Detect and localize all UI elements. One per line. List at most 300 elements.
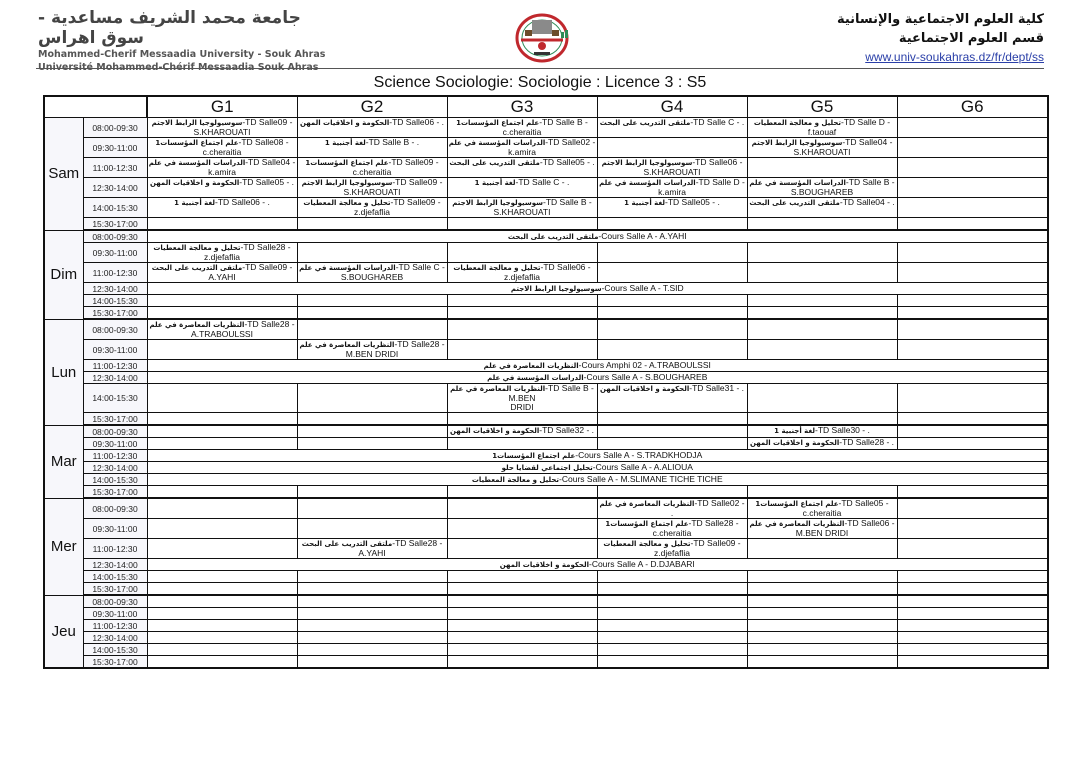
module-name: لغة أجنبية 1 (774, 427, 816, 435)
day-label: Mar (44, 425, 83, 498)
session-info: -TD Salle C - (395, 262, 445, 272)
empty-slot (597, 413, 747, 426)
empty-slot (147, 595, 297, 608)
empty-slot (447, 632, 597, 644)
empty-slot (447, 608, 597, 620)
empty-slot (297, 632, 447, 644)
time-slot: 14:00-15:30 (83, 295, 147, 307)
timetable-row (44, 571, 1048, 583)
module-name: الحكومة و اخلاقيات المهن (499, 561, 589, 569)
session-line (748, 198, 897, 208)
empty-slot (297, 438, 447, 450)
session-info: -TD Salle08 - (238, 137, 289, 147)
time-slot: 09:30-11:00 (83, 519, 147, 539)
empty-slot (297, 413, 447, 426)
td-session[interactable] (747, 178, 897, 198)
teacher-name: S.KHAROUATI (193, 127, 251, 137)
time-slot: 14:00-15:30 (83, 644, 147, 656)
empty-slot (897, 198, 1048, 218)
session-info: -TD Salle04 - (245, 157, 296, 167)
module-name: سوسيولوجيا الرابط الاجتم (751, 139, 843, 147)
session-info: -TD Salle02 - (545, 137, 596, 147)
module-name: علم اجتماع المؤسسات1 (155, 139, 239, 147)
td-session[interactable] (597, 519, 747, 539)
timetable-row (44, 138, 1048, 158)
timetable-row (44, 632, 1048, 644)
empty-slot (747, 384, 897, 413)
module-name: الحكومة و اخلاقيات المهن (449, 427, 540, 435)
module-name: ملتقى التدريب على البحث (449, 159, 540, 167)
module-name: النظريات المعاصرة في علم (299, 341, 395, 349)
time-slot: 12:30-14:00 (83, 632, 147, 644)
session-info: -TD Salle05 - . (539, 157, 595, 167)
session-info: -TD Salle28 - . (839, 437, 895, 447)
session-info: -TD Salle06 - (692, 157, 743, 167)
time-slot: 08:00-09:30 (83, 230, 147, 243)
td-session[interactable] (147, 178, 297, 198)
faculty-name-arabic: كلية العلوم الاجتماعية والإنسانية (836, 12, 1044, 27)
timetable-row (44, 118, 1048, 138)
td-session[interactable] (597, 118, 747, 138)
empty-slot (597, 263, 747, 283)
empty-slot (147, 608, 297, 620)
module-name: تحليل و معالجة المعطيات (753, 119, 842, 127)
module-name: سوسيولوجيا الرابط الاجتم (301, 179, 393, 187)
session-info: -TD Salle06 - . (389, 117, 445, 127)
empty-slot (897, 243, 1048, 263)
empty-slot (147, 340, 297, 360)
group-header: G5 (747, 96, 897, 118)
time-slot: 14:00-15:30 (83, 384, 147, 413)
empty-slot (897, 138, 1048, 158)
empty-slot (897, 438, 1048, 450)
module-name: النظريات المعاصرة في علم (450, 385, 546, 393)
timetable-row (44, 360, 1048, 372)
td-session[interactable] (447, 178, 597, 198)
module-name: النظريات المعاصرة في علم (749, 520, 845, 528)
empty-slot (447, 413, 597, 426)
empty-slot (147, 486, 297, 499)
empty-slot (147, 620, 297, 632)
td-session[interactable] (297, 158, 447, 178)
session-info: -TD Salle30 - . (815, 425, 870, 435)
lecture-session[interactable] (147, 283, 1048, 295)
empty-slot (897, 158, 1048, 178)
td-session[interactable] (297, 539, 447, 559)
time-slot: 14:00-15:30 (83, 571, 147, 583)
td-session[interactable] (597, 198, 747, 218)
time-slot: 09:30-11:00 (83, 138, 147, 158)
td-session[interactable] (147, 263, 297, 283)
td-session[interactable] (747, 498, 897, 519)
td-session[interactable] (597, 178, 747, 198)
session-info: -Cours Salle A - A.YAHI (598, 231, 687, 241)
teacher-name: c.cheraitia (202, 147, 242, 157)
empty-slot (897, 498, 1048, 519)
empty-slot (597, 307, 747, 320)
session-info: -TD Salle28 - (244, 319, 295, 329)
day-label: Mer (44, 498, 83, 595)
timetable-row (44, 372, 1048, 384)
module-name: ملتقى التدريب على البحث (151, 264, 243, 272)
teacher-name: c.cheraitia (652, 528, 692, 538)
timetable-row (44, 559, 1048, 571)
header-divider (36, 68, 1044, 69)
department-name-arabic: قسم العلوم الاجتماعية (898, 31, 1044, 46)
empty-slot (897, 486, 1048, 499)
teacher-name: A.YAHI (208, 272, 236, 282)
module-name: علم اجتماع المؤسسات1 (305, 159, 389, 167)
module-name: ملتقى التدريب على البحث (301, 540, 393, 548)
td-session[interactable] (447, 158, 597, 178)
session-line (748, 426, 897, 436)
timetable-row (44, 486, 1048, 499)
teacher-name: S.BOUGHAREB (340, 272, 404, 282)
timetable-row (44, 656, 1048, 669)
empty-slot (447, 656, 597, 669)
module-name: علم اجتماع المؤسسات1 (605, 520, 689, 528)
empty-slot (597, 438, 747, 450)
td-session[interactable] (147, 243, 297, 263)
empty-slot (747, 413, 897, 426)
empty-slot (447, 519, 597, 539)
td-session[interactable] (747, 118, 897, 138)
module-name: الحكومة و اخلاقيات المهن (299, 119, 390, 127)
timetable-row (44, 319, 1048, 340)
module-name: تحليل و معالجة المعطيات (453, 264, 541, 272)
module-name: سوسيولوجيا الرابط الاجتم (151, 119, 243, 127)
empty-slot (597, 608, 747, 620)
td-session[interactable] (147, 198, 297, 218)
timetable-row (44, 462, 1048, 474)
td-session[interactable] (597, 498, 747, 519)
td-session[interactable] (747, 438, 897, 450)
time-slot: 08:00-09:30 (83, 595, 147, 608)
timetable-row (44, 283, 1048, 295)
session-info: -TD Salle04 - (842, 137, 893, 147)
empty-slot (897, 340, 1048, 360)
teacher-name: k.amira (658, 187, 686, 197)
empty-slot (447, 295, 597, 307)
time-slot: 11:00-12:30 (83, 450, 147, 462)
lecture-session[interactable] (147, 372, 1048, 384)
empty-slot (297, 620, 447, 632)
empty-slot (597, 138, 747, 158)
empty-slot (297, 571, 447, 583)
time-slot: 08:00-09:30 (83, 425, 147, 438)
teacher-name: c.cheraitia (502, 127, 542, 137)
session-info: -TD Salle09 - (690, 538, 741, 548)
day-label: Jeu (44, 595, 83, 668)
day-label: Sam (44, 118, 83, 231)
module-name: تحليل و معالجة المعطيات (303, 199, 391, 207)
timetable-row (44, 158, 1048, 178)
time-slot: 11:00-12:30 (83, 360, 147, 372)
header-corner (44, 96, 147, 118)
empty-slot (747, 158, 897, 178)
session-info: -Cours Salle A - T.SID (601, 283, 684, 293)
teacher-name: S.BOUGHAREB (790, 187, 854, 197)
session-info: -TD Salle B - (539, 117, 588, 127)
session-info: -Cours Salle A - A.ALIOUA (592, 462, 693, 472)
empty-slot (597, 620, 747, 632)
empty-slot (297, 425, 447, 438)
timetable-row (44, 263, 1048, 283)
session-info: -TD Salle B - . (365, 137, 420, 147)
empty-slot (747, 608, 897, 620)
empty-slot (897, 571, 1048, 583)
empty-slot (897, 118, 1048, 138)
teacher-name: S.KHAROUATI (343, 187, 401, 197)
university-name-english: Mohammed-Cherif Messaadia University - Souk Ahras (38, 49, 326, 60)
td-session[interactable] (597, 539, 747, 559)
timetable-row (44, 198, 1048, 218)
empty-slot (747, 295, 897, 307)
td-session[interactable] (597, 158, 747, 178)
empty-slot (147, 295, 297, 307)
time-slot: 14:00-15:30 (83, 474, 147, 486)
time-slot: 09:30-11:00 (83, 340, 147, 360)
timetable-row (44, 474, 1048, 486)
empty-slot (297, 656, 447, 669)
session-info: -TD Salle B - (543, 197, 592, 207)
lecture-session[interactable] (147, 360, 1048, 372)
module-name: تحليل اجتماعي لقضايا حلو (501, 464, 593, 472)
td-session[interactable] (447, 384, 597, 413)
lecture-session[interactable] (147, 559, 1048, 571)
td-session[interactable] (147, 158, 297, 178)
empty-slot (297, 644, 447, 656)
teacher-name: z.djefaflia (504, 272, 540, 282)
teacher-name: S.KHAROUATI (793, 147, 851, 157)
empty-slot (897, 307, 1048, 320)
empty-slot (597, 340, 747, 360)
empty-slot (447, 583, 597, 596)
empty-slot (597, 425, 747, 438)
td-session[interactable] (747, 138, 897, 158)
group-header: G4 (597, 96, 747, 118)
university-name-arabic: جامعة محمد الشريف مساعدية - سوق اهراس (38, 8, 301, 48)
session-info: -TD Salle C - . (690, 117, 745, 127)
session-info: -TD Salle05 - (838, 498, 889, 508)
timetable-row (44, 583, 1048, 596)
empty-slot (447, 539, 597, 559)
td-session[interactable] (147, 319, 297, 340)
session-line (448, 178, 597, 188)
empty-slot (447, 340, 597, 360)
session-line (298, 138, 447, 148)
session-info: -TD Salle09 - (242, 117, 293, 127)
session-info: -Cours Salle A - S.TRADKHODJA (575, 450, 703, 460)
empty-slot (147, 438, 297, 450)
td-session[interactable] (147, 118, 297, 138)
timetable-row (44, 539, 1048, 559)
empty-slot (747, 620, 897, 632)
session-line (748, 438, 897, 448)
timetable-row (44, 295, 1048, 307)
session-info: -TD Salle B - M.BEN (508, 383, 594, 403)
module-name: ملتقى التدريب على البحث (599, 119, 691, 127)
empty-slot (597, 632, 747, 644)
empty-slot (447, 620, 597, 632)
time-slot: 11:00-12:30 (83, 158, 147, 178)
empty-slot (897, 319, 1048, 340)
empty-slot (297, 595, 447, 608)
empty-slot (447, 486, 597, 499)
time-slot: 12:30-14:00 (83, 559, 147, 571)
teacher-name: k.amira (208, 167, 236, 177)
lecture-session[interactable] (147, 462, 1048, 474)
timetable-row (44, 519, 1048, 539)
td-session[interactable] (447, 198, 597, 218)
module-name: الدراسات المؤسسة في علم (148, 159, 246, 167)
module-name: الدراسات المؤسسة في علم (487, 374, 584, 382)
module-name: النظريات المعاصرة في علم (149, 321, 245, 329)
timetable-row (44, 413, 1048, 426)
empty-slot (297, 307, 447, 320)
empty-slot (147, 425, 297, 438)
empty-slot (747, 539, 897, 559)
session-info: -TD Salle28 - (688, 518, 739, 528)
td-session[interactable] (297, 263, 447, 283)
time-slot: 08:00-09:30 (83, 319, 147, 340)
timetable-row (44, 218, 1048, 231)
td-session[interactable] (447, 138, 597, 158)
empty-slot (597, 571, 747, 583)
time-slot: 15:30-17:00 (83, 218, 147, 231)
empty-slot (747, 307, 897, 320)
empty-slot (597, 595, 747, 608)
department-url-link[interactable]: www.univ-soukahras.dz/fr/dept/ss (865, 50, 1044, 64)
module-name: ملتقى التدريب على البحث (749, 199, 840, 207)
empty-slot (297, 319, 447, 340)
module-name: علم اجتماع المؤسسات1 (755, 500, 839, 508)
empty-slot (297, 486, 447, 499)
session-info: -TD Salle28 - (394, 339, 445, 349)
module-name: سوسيولوجيا الرابط الاجتم (510, 285, 602, 293)
td-session[interactable] (297, 198, 447, 218)
td-session[interactable] (147, 138, 297, 158)
td-session[interactable] (597, 384, 747, 413)
td-session[interactable] (447, 425, 597, 438)
empty-slot (747, 632, 897, 644)
empty-slot (897, 583, 1048, 596)
td-session[interactable] (447, 263, 597, 283)
timetable-row (44, 230, 1048, 243)
module-name: الحكومة و اخلاقيات المهن (149, 179, 240, 187)
empty-slot (897, 384, 1048, 413)
lecture-session[interactable] (147, 230, 1048, 243)
empty-slot (297, 218, 447, 231)
session-line (598, 384, 747, 394)
module-name: لغة أجنبية 1 (324, 139, 366, 147)
time-slot: 15:30-17:00 (83, 307, 147, 320)
session-info: -TD Salle09 - (392, 177, 443, 187)
teacher-name: A.YAHI (358, 548, 386, 558)
td-session[interactable] (297, 178, 447, 198)
timetable-row (44, 243, 1048, 263)
session-line (298, 118, 447, 128)
timetable-row (44, 595, 1048, 608)
group-header: G3 (447, 96, 597, 118)
empty-slot (597, 319, 747, 340)
empty-slot (147, 656, 297, 669)
empty-slot (597, 243, 747, 263)
module-name: لغة أجنبية 1 (624, 199, 666, 207)
faculty-header (837, 10, 1044, 66)
session-line (598, 499, 747, 518)
session-line (148, 178, 297, 188)
lecture-session[interactable] (147, 450, 1048, 462)
empty-slot (747, 263, 897, 283)
td-session[interactable] (297, 138, 447, 158)
timetable (43, 95, 1049, 669)
empty-slot (147, 583, 297, 596)
empty-slot (297, 519, 447, 539)
td-session[interactable] (747, 198, 897, 218)
module-name: ملتقى التدريب على البحث (507, 233, 599, 241)
empty-slot (447, 307, 597, 320)
empty-slot (297, 243, 447, 263)
empty-slot (897, 425, 1048, 438)
lecture-session[interactable] (147, 474, 1048, 486)
empty-slot (447, 595, 597, 608)
session-info: -TD Salle09 - (242, 262, 293, 272)
session-info: -TD Salle28 - (240, 242, 291, 252)
empty-slot (747, 595, 897, 608)
time-slot: 12:30-14:00 (83, 372, 147, 384)
empty-slot (447, 319, 597, 340)
td-session[interactable] (747, 425, 897, 438)
empty-slot (147, 519, 297, 539)
empty-slot (597, 656, 747, 669)
empty-slot (297, 498, 447, 519)
time-slot: 15:30-17:00 (83, 583, 147, 596)
empty-slot (597, 644, 747, 656)
empty-slot (297, 295, 447, 307)
teacher-name: DRIDI (510, 402, 534, 412)
session-line (448, 426, 597, 436)
empty-slot (147, 644, 297, 656)
empty-slot (897, 413, 1048, 426)
teacher-name: k.amira (508, 147, 536, 157)
group-header-row (44, 96, 1048, 118)
td-session[interactable] (297, 118, 447, 138)
session-info: -TD Salle06 - (844, 518, 895, 528)
empty-slot (597, 218, 747, 231)
timetable-row (44, 384, 1048, 413)
session-info: -Cours Amphi 02 - A.TRABOULSSI (578, 360, 711, 370)
td-session[interactable] (447, 118, 597, 138)
teacher-name: A.TRABOULSSI (191, 329, 253, 339)
module-name: سوسيولوجيا الرابط الاجتم (601, 159, 693, 167)
session-info: -Cours Salle A - M.SLIMANE TICHE TICHE (559, 474, 723, 484)
empty-slot (747, 319, 897, 340)
empty-slot (897, 656, 1048, 669)
timetable-row (44, 425, 1048, 438)
empty-slot (897, 644, 1048, 656)
session-info: -TD Salle06 - . (215, 197, 270, 207)
module-name: النظريات المعاصرة في علم (599, 500, 695, 508)
teacher-name: z.djefaflia (654, 548, 690, 558)
empty-slot (747, 486, 897, 499)
module-name: لغة أجنبية 1 (174, 199, 216, 207)
td-session[interactable] (747, 519, 897, 539)
session-info: -TD Salle05 - . (239, 177, 295, 187)
td-session[interactable] (297, 340, 447, 360)
session-info: -TD Salle32 - . (539, 425, 595, 435)
time-slot: 09:30-11:00 (83, 608, 147, 620)
